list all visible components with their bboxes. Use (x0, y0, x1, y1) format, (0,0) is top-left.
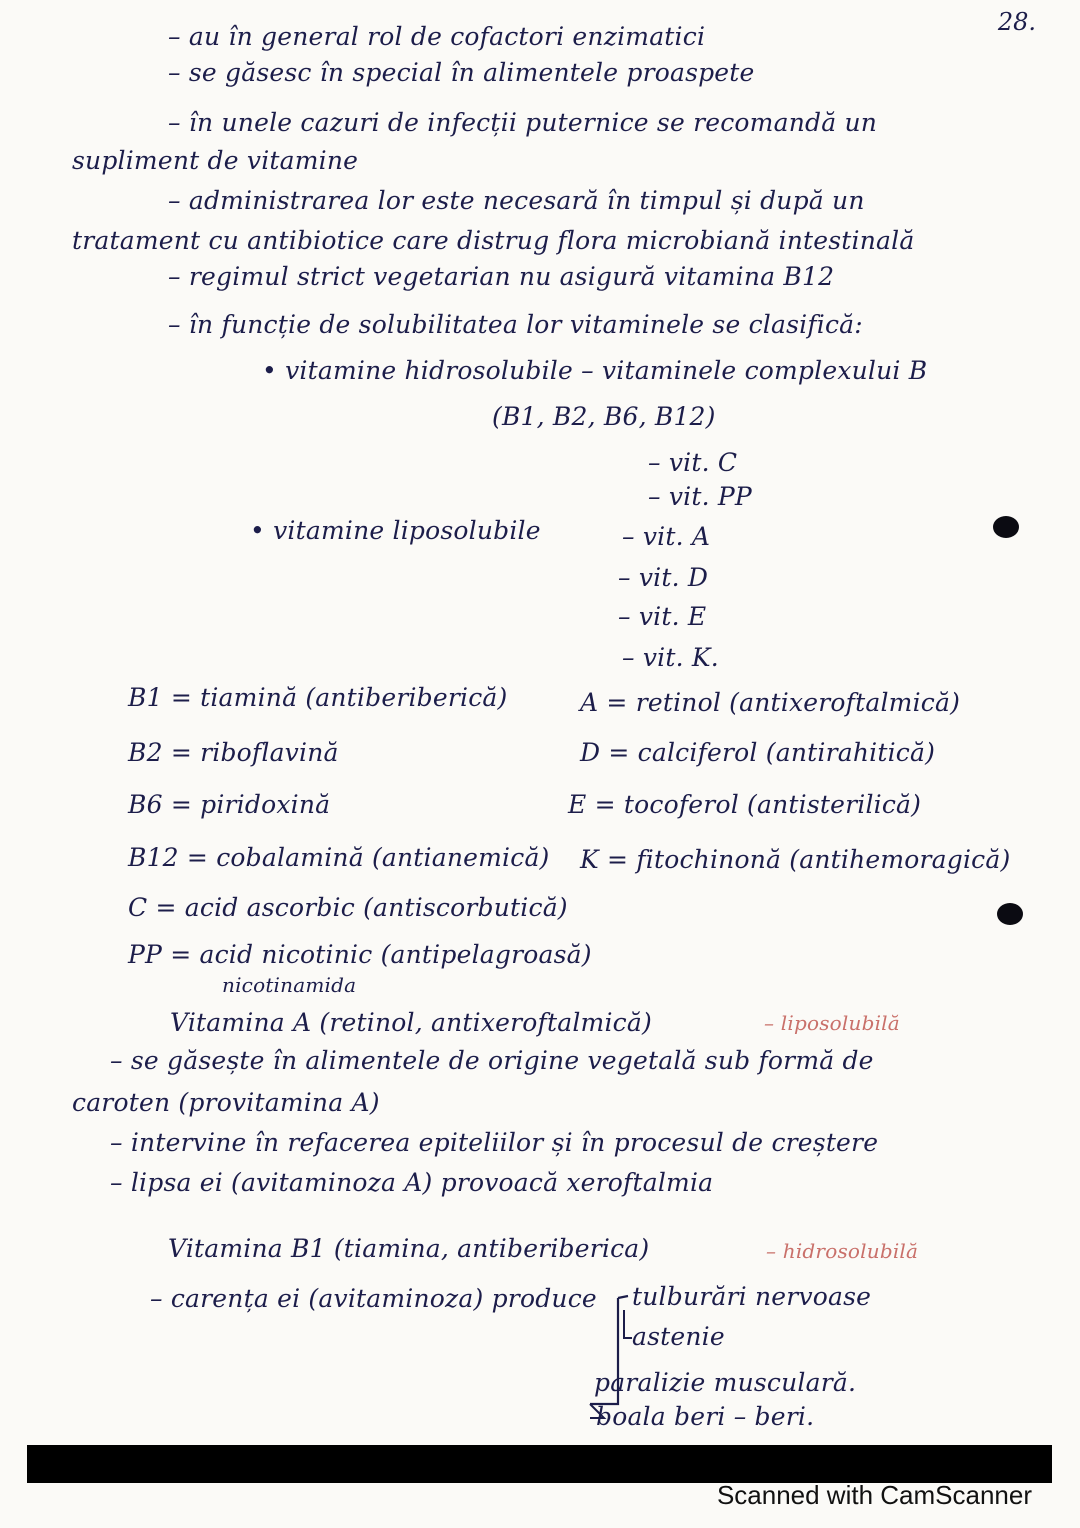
vitamin-name-left: B2 = riboflavină (128, 738, 339, 767)
scanner-footer-bar (27, 1445, 1052, 1483)
vitA-line: – intervine în refacerea epiteliilor și în procesul de creștere (110, 1128, 879, 1157)
text-line: supliment de vitamine (72, 146, 359, 175)
vitA-line: caroten (provitamina A) (72, 1088, 380, 1117)
scan-dot (997, 903, 1023, 925)
text-line: – se găsesc în special în alimentele proaspete (168, 58, 755, 87)
vitamin-name-right: E = tocoferol (antisterilică) (568, 790, 922, 819)
vitamin-name-left: C = acid ascorbic (antiscorbutică) (128, 893, 568, 922)
vitA-line: – se găsește în alimentele de origine vegetală sub formă de (110, 1046, 874, 1075)
lipo-item: – vit. K. (622, 643, 719, 672)
text-line: tratament cu antibiotice care distrug flora microbiană intestinală (72, 226, 915, 255)
pp-sub: nicotinamida (222, 973, 357, 997)
vitB1-effect: astenie (632, 1322, 725, 1351)
scanner-watermark: Scanned with CamScanner (716, 1480, 1032, 1510)
hydro-b-list: (B1, B2, B6, B12) (492, 402, 716, 431)
lipo-label: • vitamine liposolubile (250, 516, 541, 545)
page-number: 28. (997, 8, 1036, 36)
lipo-item: – vit. A (622, 522, 711, 551)
text-line: – administrarea lor este necesară în timpul și după un (168, 186, 865, 215)
text-line: – regimul strict vegetarian nu asigură vitamina B12 (168, 262, 835, 291)
vitB1-note: – hidrosolubilă (766, 1239, 919, 1263)
vitamin-name-left: B12 = cobalamină (antianemică) (128, 843, 550, 872)
vitA-line: – lipsa ei (avitaminoza A) provoacă xeroftalmia (110, 1168, 714, 1197)
vitA-note: – liposolubilă (764, 1011, 900, 1035)
vitamin-name-left: PP = acid nicotinic (antipelagroasă) (128, 940, 592, 969)
lipo-item: – vit. E (618, 602, 707, 631)
vitB1-line: – carența ei (avitaminoza) produce (150, 1284, 597, 1313)
vitA-title: Vitamina A (retinol, antixeroftalmică) (170, 1008, 652, 1037)
vitamin-name-right: D = calciferol (antirahitică) (580, 738, 936, 767)
vitB1-title: Vitamina B1 (tiamina, antiberiberica) (168, 1234, 650, 1263)
vitamin-name-left: B1 = tiamină (antiberiberică) (128, 683, 508, 712)
scan-dot (993, 516, 1019, 538)
text-line: – au în general rol de cofactori enzimatici (168, 22, 706, 51)
hydro-label: • vitamine hidrosolubile – vitaminele complexului B (262, 356, 928, 385)
text-line: – în funcție de solubilitatea lor vitaminele se clasifică: (168, 310, 863, 339)
hydro-extra-item: – vit. C (648, 448, 738, 477)
vitB1-effect: boala beri – beri. (596, 1402, 815, 1431)
vitamin-name-left: B6 = piridoxină (128, 790, 331, 819)
vitamin-name-right: A = retinol (antixeroftalmică) (580, 688, 961, 717)
vitB1-effect: paralizie musculară. (594, 1368, 857, 1397)
lipo-item: – vit. D (618, 563, 709, 592)
text-line: – în unele cazuri de infecții puternice se recomandă un (168, 108, 878, 137)
vitamin-name-right: K = fitochinonă (antihemoragică) (580, 845, 1011, 874)
hydro-extra-item: – vit. PP (648, 482, 752, 511)
vitB1-effect: tulburări nervoase (632, 1282, 872, 1311)
